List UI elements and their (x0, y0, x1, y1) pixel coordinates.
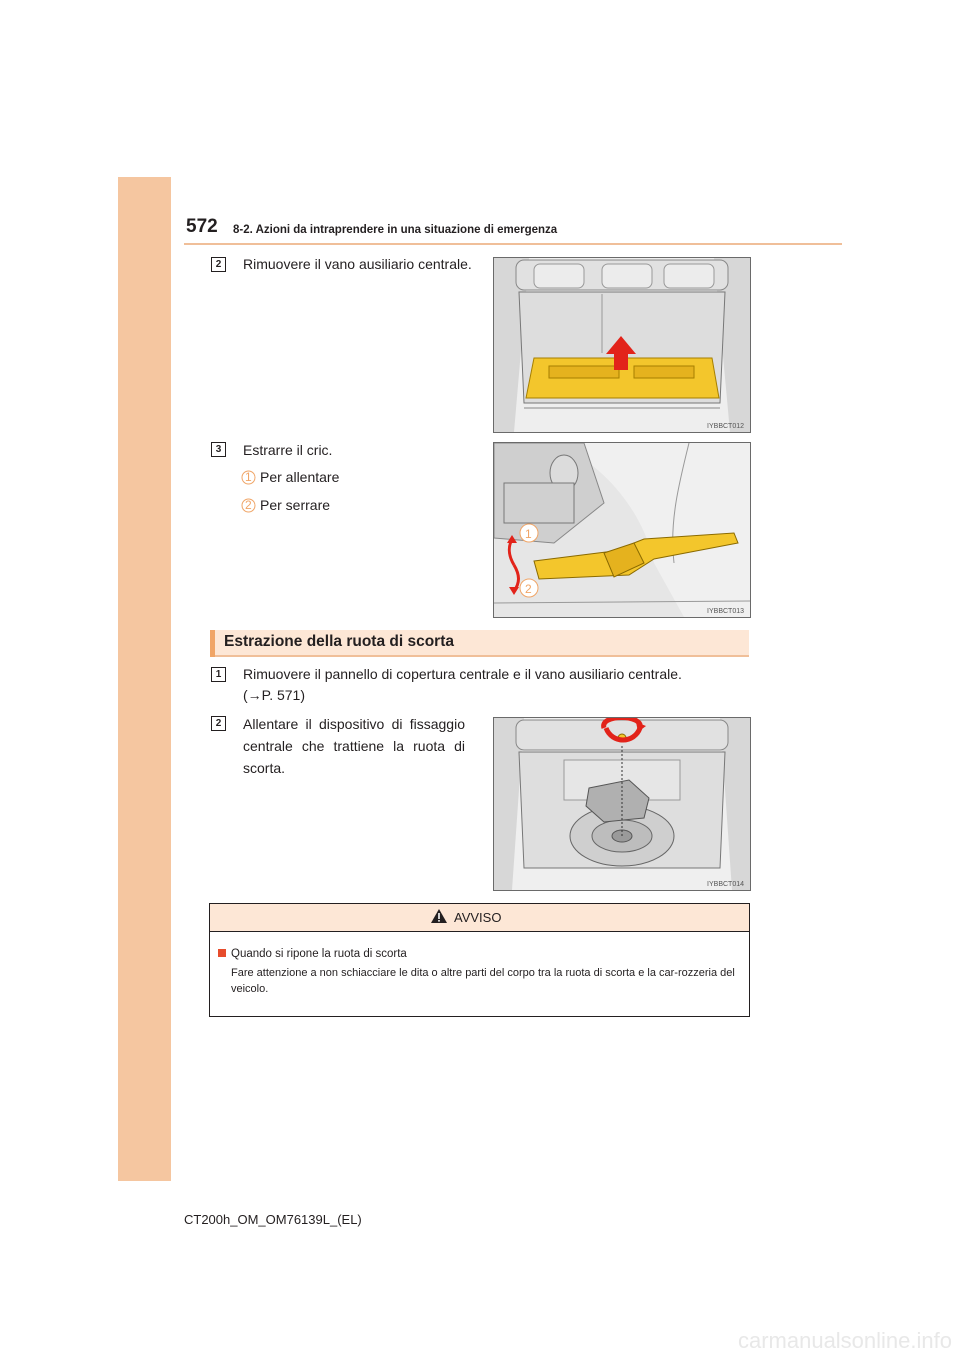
document-code: CT200h_OM_OM76139L_(EL) (184, 1212, 362, 1227)
step-number: 2 (211, 716, 226, 731)
warning-item-title: Quando si ripone la ruota di scorta (231, 948, 407, 960)
svg-text:1: 1 (525, 527, 532, 541)
bullet-square-icon (218, 949, 226, 957)
step-text: Estrarre il cric. (243, 442, 333, 458)
warning-header (210, 904, 749, 932)
image-code: IYBBCT012 (707, 423, 744, 430)
step-number: 3 (211, 442, 226, 457)
illustration-jack (493, 442, 751, 618)
subsection-heading (210, 630, 749, 657)
step-number: 2 (211, 257, 226, 272)
illustration-spare-wheel (493, 717, 751, 891)
step-text: Rimuovere il vano ausiliario centrale. (243, 256, 472, 272)
header-rule (184, 243, 842, 245)
step-number: 1 (211, 667, 226, 682)
watermark-text: carmanualsonline.info (737, 1328, 952, 1353)
step-text (243, 664, 743, 706)
circled-number: 1 (245, 470, 252, 484)
section-title: 8-2. Azioni da intraprendere in una situazione di emergenza (233, 224, 558, 236)
list-item-text: Per allentare (260, 469, 340, 485)
warning-triangle-icon (430, 908, 448, 924)
warning-box (209, 903, 750, 1017)
chapter-sidebar (118, 177, 171, 1181)
circled-number: 2 (245, 498, 252, 512)
page-number: 572 (186, 216, 218, 237)
subsection-title: Estrazione della ruota di scorta (224, 633, 454, 650)
warning-title: AVVISO (454, 910, 502, 925)
svg-text:2: 2 (525, 582, 532, 596)
image-code: IYBBCT014 (707, 881, 744, 888)
step-text-main: Rimuovere il pannello di copertura centrale e il vano ausiliario centrale. (243, 666, 682, 682)
illustration-trunk-aux-box (493, 257, 751, 433)
step-text: Allentare il dispositivo di fissaggio centrale che trattiene la ruota di scorta. (243, 716, 465, 776)
image-code: IYBBCT013 (707, 608, 744, 615)
page-reference: (→P. 571) (243, 687, 305, 703)
watermark-logo (660, 1310, 960, 1358)
warning-item-heading (218, 948, 407, 960)
list-item-text: Per serrare (260, 497, 331, 513)
warning-text: Fare attenzione a non schiacciare le dita o altre parti del corpo tra la ruota di scorta e la car-rozzeria del veicolo. (231, 967, 735, 995)
